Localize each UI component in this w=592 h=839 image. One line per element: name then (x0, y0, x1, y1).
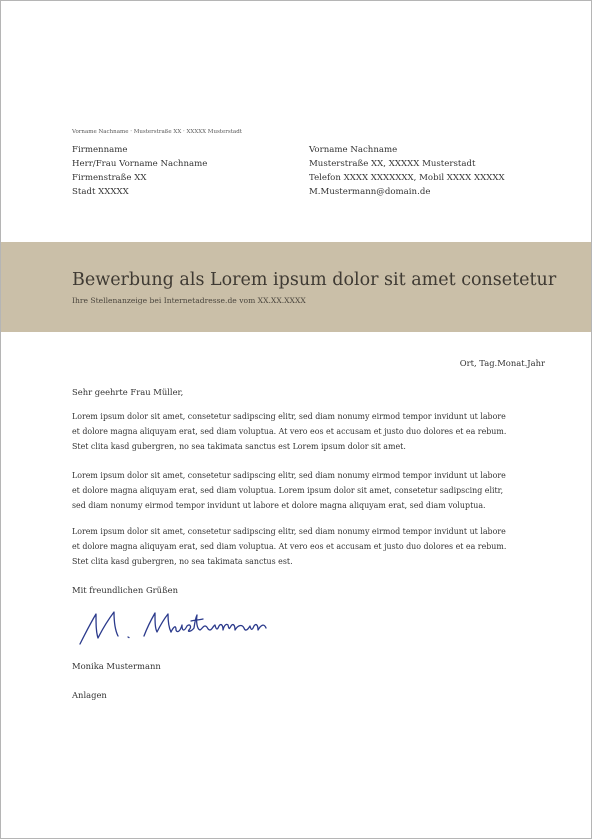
recipient-address (72, 143, 207, 199)
sender-address (309, 143, 505, 199)
paragraph-line: et dolore magna aliquyam erat, sed diam voluptua. Lorem ipsum dolor sit amet, consetetur sadipscing elitr, (72, 486, 504, 495)
letter-title: Bewerbung als Lorem ipsum dolor sit amet consetetur (72, 270, 557, 290)
paragraph-line: et dolore magna aliquyam erat, sed diam voluptua. At vero eos et accusam et justo duo dolores et ea rebum. (72, 542, 507, 551)
sender-return-line: Vorname Nachname · Musterstraße XX · XXXXX Musterstadt (72, 129, 242, 135)
letter-subtitle: Ihre Stellenanzeige bei Internetadresse.de vom XX.XX.XXXX (72, 296, 306, 305)
closing-phrase: Mit freundlichen Grüßen (72, 585, 178, 595)
paragraph-line: Lorem ipsum dolor sit amet, consetetur sadipscing elitr, sed diam nonumy eirmod tempor invidunt ut labore (72, 412, 506, 421)
sender-name: Vorname Nachname (309, 145, 398, 155)
signer-name: Monika Mustermann (72, 661, 161, 671)
handwritten-signature (74, 604, 274, 654)
place-date: Ort, Tag.Monat.Jahr (459, 358, 545, 368)
recipient-person: Herr/Frau Vorname Nachname (72, 159, 208, 169)
paragraph-line: sed diam nonumy eirmod tempor invidunt ut labore et dolore magna aliquyam erat, sed diam voluptua. (72, 501, 486, 510)
paragraph-line: Stet clita kasd gubergren, no sea takimata sanctus est. (72, 557, 293, 566)
paragraph-line: et dolore magna aliquyam erat, sed diam voluptua. At vero eos et accusam et justo duo dolores et ea rebum. (72, 427, 507, 436)
recipient-street: Firmenstraße XX (72, 173, 147, 183)
paragraph-line: Lorem ipsum dolor sit amet, consetetur sadipscing elitr, sed diam nonumy eirmod tempor invidunt ut labore (72, 471, 506, 480)
body-paragraph (72, 468, 552, 513)
paragraph-line: Lorem ipsum dolor sit amet, consetetur sadipscing elitr, sed diam nonumy eirmod tempor invidunt ut labore (72, 527, 506, 536)
paragraph-line: Stet clita kasd gubergren, no sea takimata sanctus est Lorem ipsum dolor sit amet. (72, 442, 406, 451)
recipient-city: Stadt XXXXX (72, 187, 129, 197)
body-paragraph (72, 524, 552, 569)
body-paragraph (72, 409, 552, 454)
attachments-label: Anlagen (72, 690, 107, 700)
salutation: Sehr geehrte Frau Müller, (72, 387, 184, 397)
sender-street: Musterstraße XX, XXXXX Musterstadt (309, 159, 476, 169)
sender-phone: Telefon XXXX XXXXXXX, Mobil XXXX XXXXX (309, 173, 505, 183)
recipient-company: Firmenname (72, 145, 128, 155)
sender-email: M.Mustermann@domain.de (309, 187, 431, 197)
